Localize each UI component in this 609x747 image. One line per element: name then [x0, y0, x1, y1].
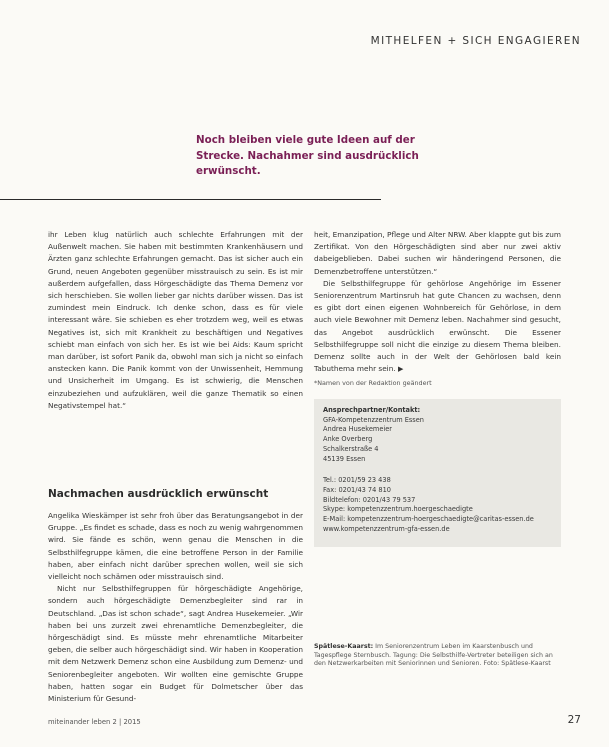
contact-phone: Tel.: 0201/59 23 438 [323, 476, 391, 485]
contact-line: Schalkerstraße 4 [323, 444, 379, 453]
contact-line: GFA-Kompetenzzentrum Essen [323, 415, 424, 424]
contact-website-link[interactable]: www.kompetenzzentrum-gfa-essen.de [323, 524, 450, 533]
body-paragraph: heit, Emanzipation, Pflege und Alter NRW. Aber klappte gut bis zum Zertifikat. Von den Hörgeschädigten sind aber nur zwei aktiv dabeigeblieben. Dabei suchen wir händeringend Personen, die Demenzbetroffene unterstützen.“ [314, 230, 561, 276]
contact-line: Andrea Husekemeier [323, 425, 392, 434]
contact-line: Anke Overberg [323, 435, 373, 444]
section-label: MITHELFEN + SICH ENGAGIEREN [370, 35, 581, 47]
end-marker-icon: ▶ [397, 365, 404, 374]
article-column-2 [314, 229, 561, 375]
body-paragraph: Nicht nur Selbsthilfegruppen für hörgeschädigte Angehörige, sondern auch hörgeschädigte Demenzbegleiter sind rar in Deutschland. „Das ist schon schade“, sagt Andrea Husekemeier. „Wir haben bei uns zurzeit zwei ehrenamtliche Demenzbegleiter, die hörgeschädigt sind. Es müsste mehr ehrenamtliche Mitarbeiter geben, die selber auch hörgeschädigt sind. Wir haben in Kooperation mit dem Netzwerk Demenz schon eine Ausbildung zum Demenz- und Seniorenbegleiter angeboten. Wir wollten eine gemischte Gruppe haben, hatten sogar ein Budget für Dolmetscher über das Ministerium für Gesund- [48, 584, 303, 704]
subheading: Nachmachen ausdrücklich erwünscht [48, 488, 269, 500]
footnote: *Namen von der Redaktion geändert [314, 379, 432, 387]
contact-line: 45139 Essen [323, 454, 366, 463]
page-number: 27 [567, 714, 581, 726]
contact-videophone: Bildtelefon: 0201/43 79 537 [323, 495, 416, 504]
body-paragraph: Angelika Wieskämper ist sehr froh über das Beratungsangebot in der Gruppe. „Es findet es schade, dass es noch zu wenig wahrgenommen wird. Sie fände es schön, wenn genau die Menschen in die Selbsthilfegruppe kämen, die eine betroffene Person in der Familie haben, aber einfach nicht darüber sprechen wollen, weil sie sich vielleicht noch schämen oder misstrauisch sind. [48, 511, 303, 582]
contact-skype: Skype: kompetenzzentrum.hoergeschaedigte [323, 505, 473, 514]
body-paragraph: ihr Leben klug natürlich auch schlechte Erfahrungen mit der Außenwelt machen. Sie haben mit bestimmten Krankenhäusern und Ärzten ganz schlechte Erfahrungen gemacht. Das ist sicher auch ein Grund, neuen Angeboten gegenüber misstrauisch zu sein. Es ist mir außerdem aufgefallen, dass Hörgeschädigte das Thema Demenz vor sich herschieben. Sie wollen lieber gar nichts darüber wissen. Das ist zumindest mein Eindruck. Ich denke schon, dass es für viele interessant wäre. Sie schieben es eher trotzdem weg, weil es etwas Negatives ist, sich mit Krankheit zu beschäftigen und Negatives schiebt man einfach von sich her. Es ist wie bei Aids: Kaum spricht man darüber, ist sofort Panik da, obwohl man sich ja nicht so einfach anstecken kann. Die Panik kommt von der Unwissenheit, Hemmung und Unsicherheit im Umgang. Es ist schwierig, die Menschen einzubeziehen und aufzuklären, weil die ganze Thematik so einen Negativstempel hat.“ [48, 230, 303, 410]
contact-title: Ansprechpartner/Kontakt: [323, 406, 421, 414]
contact-fax: Fax: 0201/43 74 810 [323, 485, 392, 494]
caption-text: Im Seniorenzentrum Leben im Kaarstenbusch und Tagespflege Sternbusch. Tagung: Die Selbsthilfe-Vertreter beteiligen sich an den Netzwerkarbeiten mit Seniorinnen und Senioren. Foto: Spätlese-Kaarst [314, 643, 553, 668]
article-column-1-bottom [48, 510, 303, 705]
contact-email-link[interactable]: E-Mail: kompetenzzentrum-hoergeschaedigte@caritas-essen.de [323, 515, 534, 524]
divider-rule [0, 199, 381, 200]
pull-quote: Noch bleiben viele gute Ideen auf der Strecke. Nachahmer sind ausdrücklich erwünscht. [196, 134, 419, 177]
contact-box [314, 399, 561, 547]
body-paragraph: Die Selbsthilfegruppe für gehörlose Angehörige im Essener Seniorenzentrum Martinsruh hat gute Chancen zu wachsen, denn es gibt dort einen eigenen Wohnbereich für Gehörlose, in dem auch viele Bewohner mit Demenz leben. Nachahmer sind gesucht, das Angebot ausdrücklich erwünscht. Die Essener Selbsthilfegruppe soll nicht die einzige zu diesem Thema bleiben. Demenz sollte auch in der Welt der Gehörlosen bald kein Tabuthema mehr sein. ▶ [314, 278, 561, 374]
photo-caption [314, 643, 561, 669]
article-column-1-top [48, 229, 303, 412]
footer-publication: miteinander leben 2 | 2015 [48, 718, 141, 726]
caption-bold: Spätlese-Kaarst: [314, 643, 374, 650]
